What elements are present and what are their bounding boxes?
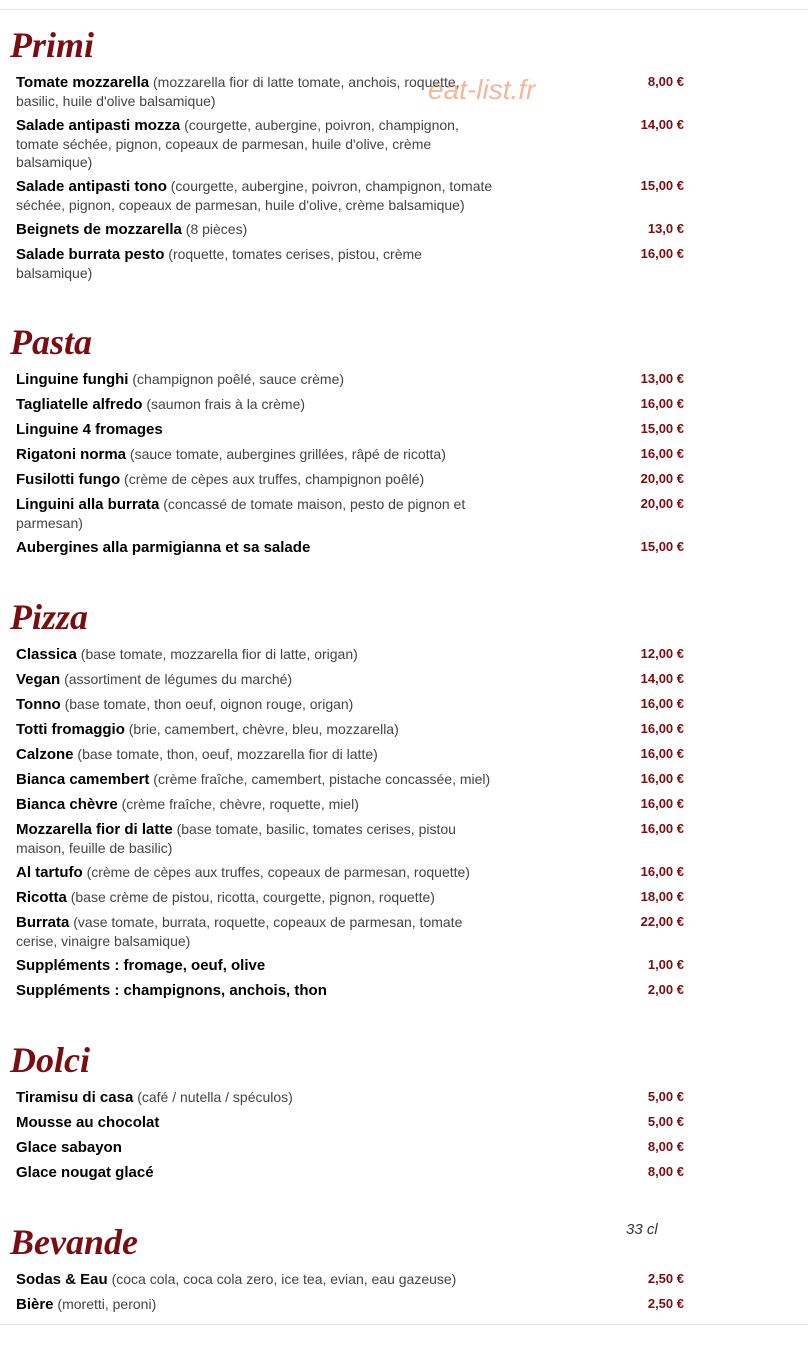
menu-item-price: 13,00 €	[640, 371, 684, 386]
menu-item-name: Aubergines alla parmigianna et sa salade	[16, 539, 311, 556]
menu-item-text	[16, 720, 498, 739]
menu-item-text	[16, 116, 498, 171]
menu-item-text	[16, 820, 498, 857]
menu-item-list	[0, 70, 808, 285]
menu-item-name: Tiramisu di casa	[16, 1089, 134, 1106]
menu-item	[0, 885, 808, 910]
menu-item	[0, 174, 808, 217]
menu-item-text	[16, 220, 498, 239]
menu-item	[0, 717, 808, 742]
menu-page	[0, 24, 808, 1353]
menu-item-description: (crème de cèpes aux truffes, champignon poêlé)	[124, 471, 425, 487]
top-divider	[0, 9, 808, 10]
menu-item	[0, 642, 808, 667]
menu-item-price: 13,0 €	[647, 221, 684, 236]
menu-item-price: 16,00 €	[640, 721, 684, 736]
menu-item-description: (café / nutella / spéculos)	[137, 1089, 293, 1105]
menu-item-name: Linguine funghi	[16, 371, 129, 388]
menu-item-text	[16, 1270, 498, 1289]
menu-item-text	[16, 1138, 498, 1157]
menu-item-text	[16, 395, 498, 414]
menu-item-list	[0, 1267, 808, 1317]
menu-item-text	[16, 863, 498, 882]
section-header	[0, 1221, 808, 1263]
menu-item-text	[16, 981, 498, 1000]
menu-item	[0, 242, 808, 285]
menu-item-text	[16, 177, 498, 214]
menu-item-price: 8,00 €	[647, 74, 684, 89]
section-title: Dolci	[10, 1040, 90, 1080]
volume-note: 33 cl	[626, 1221, 658, 1238]
menu-item-description: (roquette, tomates cerises, pistou, crème balsamique)	[16, 246, 422, 281]
menu-item-name: Classica	[16, 646, 77, 663]
menu-item-name: Sodas & Eau	[16, 1271, 108, 1288]
menu-item-price: 2,50 €	[647, 1271, 684, 1286]
menu-item-name: Linguini alla burrata	[16, 496, 160, 513]
menu-item	[0, 1135, 808, 1160]
menu-section-primi	[0, 24, 808, 285]
menu-item	[0, 1110, 808, 1135]
menu-item-text	[16, 1163, 498, 1182]
menu-item-name: Salade burrata pesto	[16, 246, 165, 263]
menu-item-description: (crème fraîche, chèvre, roquette, miel)	[121, 796, 359, 812]
menu-item-price: 16,00 €	[640, 821, 684, 836]
menu-item-name: Glace nougat glacé	[16, 1164, 154, 1181]
menu-item	[0, 817, 808, 860]
menu-item-list	[0, 367, 808, 560]
menu-item-description: (courgette, aubergine, poivron, champignon, tomate séchée, pignon, copeaux de parmesan, huile d'olive, crème balsamique)	[16, 117, 459, 170]
menu-item-name: Rigatoni norma	[16, 446, 127, 463]
menu-item-description: (base tomate, thon oeuf, oignon rouge, origan)	[64, 696, 354, 712]
menu-item	[0, 1160, 808, 1185]
menu-item-price: 14,00 €	[640, 117, 684, 132]
menu-item-name: Totti fromaggio	[16, 721, 125, 738]
menu-item-price: 15,00 €	[640, 421, 684, 436]
menu-item-price: 8,00 €	[647, 1164, 684, 1179]
menu-item-text	[16, 645, 498, 664]
menu-item-description: (crème de cèpes aux truffes, copeaux de parmesan, roquette)	[86, 864, 470, 880]
menu-item-price: 8,00 €	[647, 1139, 684, 1154]
menu-section-pasta	[0, 321, 808, 560]
menu-item	[0, 442, 808, 467]
menu-item	[0, 1292, 808, 1317]
menu-item	[0, 392, 808, 417]
menu-item-text	[16, 245, 498, 282]
menu-item-name: Burrata	[16, 914, 70, 931]
menu-item-text	[16, 745, 498, 764]
menu-section-dolci	[0, 1039, 808, 1185]
menu-item	[0, 417, 808, 442]
section-header	[0, 24, 808, 66]
bottom-divider	[0, 1324, 808, 1325]
section-title: Pizza	[10, 597, 89, 637]
menu-item-price: 18,00 €	[640, 889, 684, 904]
menu-item-description: (courgette, aubergine, poivron, champignon, tomate séchée, pignon, copeaux de parmesan, huile d'olive, crème balsamique)	[16, 178, 493, 213]
menu-item-text	[16, 1088, 498, 1107]
menu-item-price: 12,00 €	[640, 646, 684, 661]
menu-item	[0, 910, 808, 953]
menu-item-price: 20,00 €	[640, 496, 684, 511]
menu-item	[0, 792, 808, 817]
menu-item-description: (sauce tomate, aubergines grillées, râpé de ricotta)	[129, 446, 446, 462]
menu-item	[0, 467, 808, 492]
menu-item-name: Suppléments : fromage, oeuf, olive	[16, 957, 266, 974]
menu-item-name: Mozzarella fior di latte	[16, 821, 173, 838]
menu-item-text	[16, 1295, 498, 1314]
menu-item-price: 16,00 €	[640, 796, 684, 811]
menu-section-pizza	[0, 596, 808, 1003]
menu-item-name: Tomate mozzarella	[16, 74, 150, 91]
menu-item	[0, 535, 808, 560]
menu-item-list	[0, 1085, 808, 1185]
menu-item-name: Salade antipasti mozza	[16, 117, 181, 134]
section-header	[0, 596, 808, 638]
menu-item-text	[16, 795, 498, 814]
menu-item-price: 16,00 €	[640, 746, 684, 761]
menu-item-price: 2,00 €	[647, 982, 684, 997]
menu-item-price: 15,00 €	[640, 178, 684, 193]
menu-item-text	[16, 370, 498, 389]
menu-item-name: Tonno	[16, 696, 61, 713]
menu-item	[0, 1085, 808, 1110]
menu-item-price: 15,00 €	[640, 539, 684, 554]
menu-item	[0, 367, 808, 392]
menu-item-description: (champignon poêlé, sauce crème)	[132, 371, 345, 387]
menu-item-description: (crème fraîche, camembert, pistache concassée, miel)	[153, 771, 491, 787]
menu-item-price: 16,00 €	[640, 864, 684, 879]
menu-item-name: Al tartufo	[16, 864, 83, 881]
menu-item-name: Beignets de mozzarella	[16, 221, 182, 238]
menu-item-text	[16, 495, 498, 532]
menu-item-description: (concassé de tomate maison, pesto de pignon et parmesan)	[16, 496, 466, 531]
menu-item-price: 20,00 €	[640, 471, 684, 486]
section-header	[0, 1039, 808, 1081]
menu-section-bevande	[0, 1221, 808, 1317]
menu-item	[0, 492, 808, 535]
menu-item	[0, 692, 808, 717]
menu-item	[0, 1267, 808, 1292]
menu-item-description: (assortiment de légumes du marché)	[64, 671, 293, 687]
menu-item-name: Calzone	[16, 746, 74, 763]
menu-item-price: 16,00 €	[640, 696, 684, 711]
menu-item-text	[16, 470, 498, 489]
menu-item	[0, 953, 808, 978]
menu-item-name: Salade antipasti tono	[16, 178, 167, 195]
menu-item-description: (base tomate, thon, oeuf, mozzarella fior di latte)	[77, 746, 378, 762]
menu-item-text	[16, 695, 498, 714]
menu-item-description: (base crème de pistou, ricotta, courgette, pignon, roquette)	[70, 889, 435, 905]
menu-item-name: Glace sabayon	[16, 1139, 122, 1156]
menu-item-price: 16,00 €	[640, 246, 684, 261]
menu-item-description: (coca cola, coca cola zero, ice tea, evian, eau gazeuse)	[111, 1271, 457, 1287]
menu-item	[0, 767, 808, 792]
menu-item-name: Bière	[16, 1296, 54, 1313]
menu-item-name: Bianca chèvre	[16, 796, 118, 813]
menu-item-text	[16, 538, 498, 557]
menu-item-text	[16, 420, 498, 439]
menu-item-name: Ricotta	[16, 889, 67, 906]
menu-item-text	[16, 73, 498, 110]
menu-item-price: 1,00 €	[647, 957, 684, 972]
menu-item-price: 22,00 €	[640, 914, 684, 929]
menu-item-description: (vase tomate, burrata, roquette, copeaux de parmesan, tomate cerise, vinaigre balsamique)	[16, 914, 463, 949]
menu-item	[0, 113, 808, 174]
menu-item-description: (brie, camembert, chèvre, bleu, mozzarella)	[128, 721, 399, 737]
menu-item-text	[16, 670, 498, 689]
menu-item-name: Mousse au chocolat	[16, 1114, 160, 1131]
menu-item-price: 5,00 €	[647, 1114, 684, 1129]
menu-item-name: Bianca camembert	[16, 771, 150, 788]
menu-item-name: Fusilotti fungo	[16, 471, 121, 488]
menu-item-price: 2,50 €	[647, 1296, 684, 1311]
menu-item-text	[16, 888, 498, 907]
menu-item-price: 14,00 €	[640, 671, 684, 686]
menu-item-description: (saumon frais à la crème)	[146, 396, 306, 412]
menu-item-name: Suppléments : champignons, anchois, thon	[16, 982, 327, 999]
menu-item-text	[16, 1113, 498, 1132]
section-title: Primi	[10, 25, 95, 65]
section-header	[0, 321, 808, 363]
section-title: Bevande	[10, 1222, 138, 1262]
menu-item-list	[0, 642, 808, 1003]
menu-item-price: 16,00 €	[640, 771, 684, 786]
menu-item-description: (mozzarella fior di latte tomate, anchois, roquette, basilic, huile d'olive balsamique)	[16, 74, 460, 109]
menu-item-name: Linguine 4 fromages	[16, 421, 163, 438]
menu-item-text	[16, 913, 498, 950]
menu-item	[0, 860, 808, 885]
menu-item-text	[16, 770, 498, 789]
menu-item-text	[16, 956, 498, 975]
menu-item-price: 16,00 €	[640, 446, 684, 461]
menu-item-text	[16, 445, 498, 464]
menu-item-description: (base tomate, basilic, tomates cerises, pistou maison, feuille de basilic)	[16, 821, 456, 856]
watermark: eat-list.fr	[428, 74, 536, 105]
menu-item-description: (base tomate, mozzarella fior di latte, origan)	[80, 646, 358, 662]
menu-item	[0, 978, 808, 1003]
menu-item-price: 16,00 €	[640, 396, 684, 411]
menu-item	[0, 217, 808, 242]
menu-item	[0, 742, 808, 767]
menu-item-description: (moretti, peroni)	[57, 1296, 157, 1312]
menu-item-name: Vegan	[16, 671, 61, 688]
menu-item	[0, 70, 808, 113]
menu-item	[0, 667, 808, 692]
menu-item-description: (8 pièces)	[185, 221, 248, 237]
section-title: Pasta	[10, 322, 93, 362]
menu-item-price: 5,00 €	[647, 1089, 684, 1104]
menu-item-name: Tagliatelle alfredo	[16, 396, 143, 413]
